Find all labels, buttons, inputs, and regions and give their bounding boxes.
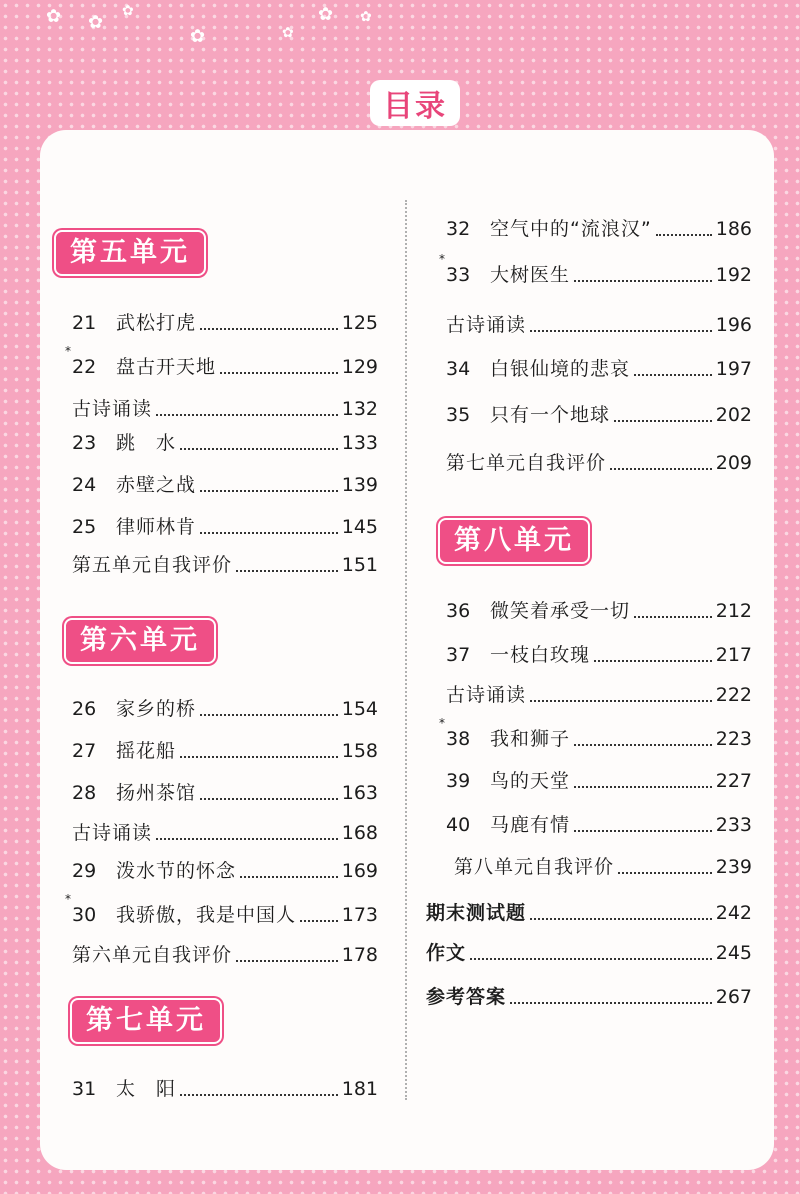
toc-entry[interactable] (426, 896, 752, 926)
leader-dots (574, 786, 712, 788)
page-title-box (370, 80, 460, 126)
entry-title: 大树医生 (490, 264, 571, 286)
entry-page: 173 (341, 904, 378, 926)
leader-dots (180, 756, 338, 758)
entry-page: 245 (715, 942, 752, 964)
entry-title: 作文 (426, 942, 467, 964)
toc-entry[interactable] (426, 980, 752, 1010)
leader-dots (610, 468, 712, 470)
entry-title: 参考答案 (426, 986, 507, 1008)
entry-number: * 30 (65, 892, 97, 926)
entry-title: 微笑着承受一切 (490, 600, 631, 622)
entry-title: 第七单元自我评价 (446, 452, 607, 474)
leader-dots (156, 414, 338, 416)
entry-page: 212 (715, 600, 752, 622)
entry-title: 鸟的天堂 (490, 770, 571, 792)
entry-title: 摇花船 (116, 740, 177, 762)
entry-page: 227 (715, 770, 752, 792)
entry-title: 第五单元自我评价 (72, 554, 233, 576)
toc-entry[interactable] (72, 426, 378, 456)
toc-entry[interactable] (65, 344, 378, 380)
entry-title: 第八单元自我评价 (454, 856, 615, 878)
leader-dots (574, 280, 712, 282)
entry-page: 222 (715, 684, 752, 706)
entry-number: 39 (446, 770, 471, 792)
toc-entry[interactable] (439, 252, 752, 288)
entry-page: 233 (715, 814, 752, 836)
entry-title: 一枝白玫瑰 (490, 644, 591, 666)
entry-page: 158 (341, 740, 378, 762)
entry-page: 196 (715, 314, 752, 336)
toc-entry[interactable] (446, 308, 752, 338)
entry-number: 21 (72, 312, 97, 334)
entry-title: 泼水节的怀念 (116, 860, 237, 882)
entry-title: 古诗诵读 (72, 398, 153, 420)
toc-entry[interactable] (72, 468, 378, 498)
leader-dots (180, 1094, 338, 1096)
entry-page: 129 (341, 356, 378, 378)
entry-page: 197 (715, 358, 752, 380)
flower-icon: ✿ (282, 25, 294, 41)
entry-page: 125 (341, 312, 378, 334)
toc-entry[interactable] (72, 692, 378, 722)
toc-entry[interactable] (446, 446, 752, 476)
entry-number: 23 (72, 432, 97, 454)
leader-dots (240, 876, 338, 878)
entry-page: 217 (715, 644, 752, 666)
entry-number: * 22 (65, 344, 97, 378)
entry-number: 31 (72, 1078, 97, 1100)
entry-page: 151 (341, 554, 378, 576)
toc-entry[interactable] (446, 594, 752, 624)
toc-entry[interactable] (72, 816, 378, 846)
flower-icon: ✿ (360, 9, 372, 25)
toc-entry[interactable] (446, 808, 752, 838)
leader-dots (200, 798, 338, 800)
entry-number: 40 (446, 814, 471, 836)
entry-page: 186 (715, 218, 752, 240)
entry-page: 239 (715, 856, 752, 878)
entry-title: 律师林肯 (116, 516, 197, 538)
leader-dots (656, 234, 712, 236)
entry-page: 242 (715, 902, 752, 924)
entry-title: 马鹿有情 (490, 814, 571, 836)
toc-entry[interactable] (72, 510, 378, 540)
leader-dots (634, 374, 712, 376)
leader-dots (574, 830, 712, 832)
toc-entry[interactable] (454, 850, 752, 880)
entry-number: 32 (446, 218, 471, 240)
entry-title: 古诗诵读 (446, 314, 527, 336)
leader-dots (470, 958, 712, 960)
entry-title: 我和狮子 (490, 728, 571, 750)
leader-dots (510, 1002, 712, 1004)
toc-entry[interactable] (446, 764, 752, 794)
leader-dots (200, 490, 338, 492)
unit-badge-6: 第六单元 (64, 618, 216, 664)
entry-number: 26 (72, 698, 97, 720)
entry-page: 178 (341, 944, 378, 966)
toc-entry[interactable] (439, 716, 752, 752)
entry-title: 古诗诵读 (72, 822, 153, 844)
entry-page: 163 (341, 782, 378, 804)
leader-dots (614, 420, 712, 422)
leader-dots (618, 872, 712, 874)
entry-title: 第六单元自我评价 (72, 944, 233, 966)
page-title: 目录 (383, 89, 447, 124)
leader-dots (300, 920, 338, 922)
flower-icon: ✿ (318, 4, 334, 25)
toc-entry[interactable] (446, 352, 752, 382)
toc-entry[interactable] (446, 678, 752, 708)
flower-icon: ✿ (122, 3, 134, 19)
leader-dots (156, 838, 338, 840)
entry-number: 24 (72, 474, 97, 496)
leader-dots (236, 960, 338, 962)
leader-dots (220, 372, 338, 374)
entry-page: 223 (715, 728, 752, 750)
entry-title: 赤壁之战 (116, 474, 197, 496)
entry-title: 只有一个地球 (490, 404, 611, 426)
toc-entry[interactable] (72, 734, 378, 764)
toc-entry[interactable] (446, 212, 752, 242)
entry-page: 139 (341, 474, 378, 496)
entry-title: 家乡的桥 (116, 698, 197, 720)
entry-title: 武松打虎 (116, 312, 197, 334)
flower-icon: ✿ (88, 12, 104, 33)
leader-dots (200, 328, 338, 330)
entry-number: 34 (446, 358, 471, 380)
leader-dots (530, 700, 712, 702)
entry-page: 154 (341, 698, 378, 720)
flower-icon: ✿ (190, 26, 206, 47)
leader-dots (180, 448, 338, 450)
entry-page: 192 (715, 264, 752, 286)
entry-page: 133 (341, 432, 378, 454)
entry-number: 28 (72, 782, 97, 804)
toc-entry[interactable] (72, 854, 378, 884)
leader-dots (574, 744, 712, 746)
entry-page: 132 (341, 398, 378, 420)
toc-entry[interactable] (65, 892, 378, 928)
toc-entry[interactable] (426, 936, 752, 966)
entry-page: 267 (715, 986, 752, 1008)
entry-number: 35 (446, 404, 471, 426)
entry-title: 太 阳 (116, 1078, 177, 1100)
toc-entry[interactable] (72, 392, 378, 422)
unit-badge-5: 第五单元 (54, 230, 206, 276)
toc-entry[interactable] (72, 938, 378, 968)
leader-dots (594, 660, 712, 662)
toc-entry[interactable] (446, 398, 752, 428)
entry-title: 空气中的“流浪汉” (490, 218, 652, 240)
entry-page: 145 (341, 516, 378, 538)
entry-number: * 38 (439, 716, 471, 750)
entry-number: 29 (72, 860, 97, 882)
toc-entry[interactable] (72, 306, 378, 336)
entry-title: 古诗诵读 (446, 684, 527, 706)
toc-entry[interactable] (72, 1072, 378, 1102)
toc-entry[interactable] (72, 548, 378, 578)
entry-number: 25 (72, 516, 97, 538)
column-divider (405, 200, 407, 1100)
entry-number: 36 (446, 600, 471, 622)
entry-number: 37 (446, 644, 471, 666)
entry-number: 27 (72, 740, 97, 762)
entry-title: 期末测试题 (426, 902, 527, 924)
unit-badge-8: 第八单元 (438, 518, 590, 564)
leader-dots (530, 918, 712, 920)
entry-title: 盘古开天地 (116, 356, 217, 378)
entry-page: 169 (341, 860, 378, 882)
flower-icon: ✿ (46, 6, 62, 27)
entry-title: 我骄傲，我是中国人 (116, 904, 297, 926)
leader-dots (200, 714, 338, 716)
leader-dots (236, 570, 338, 572)
entry-page: 181 (341, 1078, 378, 1100)
entry-title: 扬州茶馆 (116, 782, 197, 804)
unit-badge-7: 第七单元 (70, 998, 222, 1044)
leader-dots (530, 330, 712, 332)
leader-dots (634, 616, 712, 618)
entry-title: 跳 水 (116, 432, 177, 454)
entry-page: 202 (715, 404, 752, 426)
entry-page: 168 (341, 822, 378, 844)
toc-entry[interactable] (446, 638, 752, 668)
leader-dots (200, 532, 338, 534)
entry-page: 209 (715, 452, 752, 474)
entry-title: 白银仙境的悲哀 (490, 358, 631, 380)
toc-entry[interactable] (72, 776, 378, 806)
entry-number: * 33 (439, 252, 471, 286)
